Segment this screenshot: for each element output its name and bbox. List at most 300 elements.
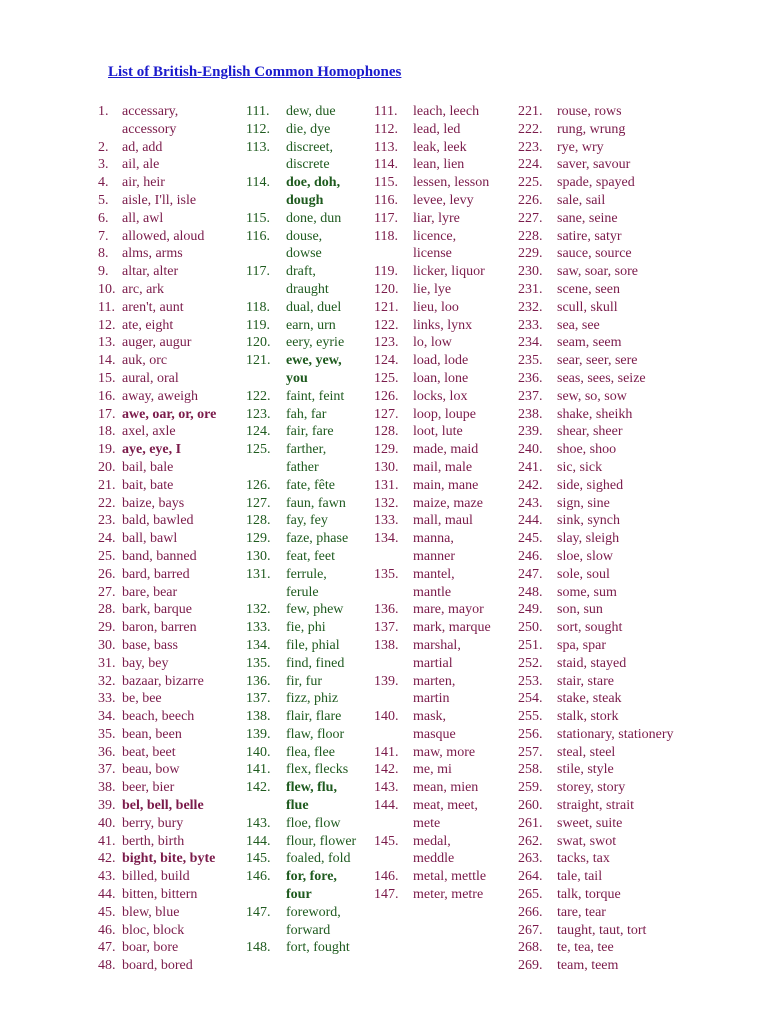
- entry-number: 253.: [518, 673, 543, 689]
- entry-number: 145.: [374, 833, 399, 849]
- homophone-entry: [518, 210, 703, 228]
- entry-number: 142.: [374, 762, 399, 778]
- entry-number: 15.: [98, 370, 116, 386]
- homophone-entry: [518, 334, 703, 352]
- entry-number: 10.: [98, 281, 116, 297]
- page-title: List of British-English Common Homophones: [108, 64, 402, 80]
- homophone-entry: [98, 370, 238, 388]
- entry-words: meat, meet, mete: [413, 798, 478, 831]
- entry-words: sane, seine: [557, 210, 618, 226]
- homophone-entry: [374, 121, 494, 139]
- homophone-entry: [518, 530, 703, 548]
- entry-words: bark, barque: [122, 602, 192, 618]
- entry-number: 126.: [374, 388, 399, 404]
- homophone-entry: [246, 850, 364, 868]
- homophone-entry: [246, 441, 364, 477]
- homophone-entry: [246, 673, 364, 691]
- entry-number: 7.: [98, 228, 109, 244]
- homophone-entry: [98, 192, 238, 210]
- entry-number: 250.: [518, 620, 543, 636]
- homophone-entry: [98, 868, 238, 886]
- entry-words: dew, due: [286, 104, 336, 119]
- entry-words: load, lode: [413, 353, 469, 369]
- entry-number: 254.: [518, 691, 543, 707]
- entry-words: boar, bore: [122, 940, 179, 956]
- entry-words: lean, lien: [413, 157, 465, 173]
- entry-number: 259.: [518, 780, 543, 796]
- homophones-column-3: [374, 103, 494, 904]
- homophone-entry: [246, 263, 364, 299]
- homophone-entry: [246, 619, 364, 637]
- homophone-entry: [246, 708, 364, 726]
- entry-number: 260.: [518, 798, 543, 814]
- entry-words: te, tea, tee: [557, 940, 614, 956]
- entry-words: fizz, phiz: [286, 691, 339, 707]
- entry-words: floe, flow: [286, 815, 341, 831]
- homophone-entry: [374, 156, 494, 174]
- entry-words: fate, fête: [286, 477, 335, 493]
- homophone-entry: [98, 441, 238, 459]
- entry-number: 14.: [98, 353, 116, 369]
- homophone-entry: [518, 281, 703, 299]
- entry-words: beat, beet: [122, 744, 176, 760]
- entry-number: 248.: [518, 584, 543, 600]
- entry-words: manna, manner: [413, 531, 455, 564]
- homophone-entry: [374, 459, 494, 477]
- entry-number: 227.: [518, 210, 543, 226]
- entry-words: lessen, lesson: [413, 175, 490, 191]
- entry-words: foaled, fold: [286, 851, 351, 867]
- entry-words: lieu, loo: [413, 299, 459, 315]
- entry-words: sink, synch: [557, 513, 620, 529]
- entry-words: loan, lone: [413, 370, 469, 386]
- homophone-entry: [518, 904, 703, 922]
- entry-words: scull, skull: [557, 299, 618, 315]
- entry-number: 116.: [246, 228, 270, 244]
- entry-words: aren't, aunt: [122, 299, 184, 315]
- homophone-entry: [518, 833, 703, 851]
- entry-words: stair, stare: [557, 673, 614, 689]
- homophone-entry: [98, 299, 238, 317]
- entry-number: 132.: [246, 602, 271, 618]
- homophone-entry: [98, 495, 238, 513]
- entry-words: faun, fawn: [286, 495, 346, 511]
- entry-number: 114.: [246, 175, 270, 191]
- homophone-entry: [246, 815, 364, 833]
- entry-number: 34.: [98, 709, 116, 725]
- entry-number: 48.: [98, 958, 116, 974]
- homophone-entry: [98, 388, 238, 406]
- entry-number: 229.: [518, 246, 543, 262]
- entry-number: 5.: [98, 192, 109, 208]
- entry-number: 237.: [518, 388, 543, 404]
- homophone-entry: [374, 263, 494, 281]
- homophone-entry: [246, 299, 364, 317]
- entry-number: 221.: [518, 104, 543, 119]
- entry-words: ate, eight: [122, 317, 174, 333]
- homophone-entry: [374, 317, 494, 335]
- entry-number: 223.: [518, 139, 543, 155]
- entry-words: arc, ark: [122, 281, 164, 297]
- homophone-entry: [98, 512, 238, 530]
- homophone-entry: [374, 210, 494, 228]
- entry-words: ail, ale: [122, 157, 160, 173]
- entry-number: 133.: [246, 620, 271, 636]
- entry-number: 124.: [374, 353, 399, 369]
- entry-number: 136.: [374, 602, 399, 618]
- entry-words: son, sun: [557, 602, 603, 618]
- homophone-entry: [98, 566, 238, 584]
- entry-number: 238.: [518, 406, 543, 422]
- entry-number: 131.: [374, 477, 399, 493]
- homophone-entry: [374, 495, 494, 513]
- entry-number: 123.: [246, 406, 271, 422]
- entry-words: saver, savour: [557, 157, 631, 173]
- entry-number: 26.: [98, 566, 116, 582]
- entry-words: be, bee: [122, 691, 162, 707]
- entry-words: stalk, stork: [557, 709, 619, 725]
- homophone-entry: [98, 281, 238, 299]
- homophone-entry: [374, 192, 494, 210]
- homophone-entry: [518, 868, 703, 886]
- entry-words: staid, stayed: [557, 655, 627, 671]
- entry-number: 267.: [518, 922, 543, 938]
- homophone-entry: [518, 655, 703, 673]
- entry-words: bard, barred: [122, 566, 190, 582]
- homophone-entry: [98, 245, 238, 263]
- homophone-entry: [246, 566, 364, 602]
- homophone-entry: [518, 495, 703, 513]
- entry-words: sea, see: [557, 317, 600, 333]
- entry-number: 134.: [246, 637, 271, 653]
- homophone-entry: [246, 228, 364, 264]
- homophone-entry: [246, 939, 364, 957]
- homophone-entry: [518, 388, 703, 406]
- homophone-entry: [518, 566, 703, 584]
- entry-words: tacks, tax: [557, 851, 610, 867]
- entry-number: 265.: [518, 887, 543, 903]
- entry-words: accessary, accessory: [122, 104, 179, 137]
- entry-number: 9.: [98, 264, 109, 280]
- entry-number: 41.: [98, 833, 116, 849]
- homophone-entry: [518, 477, 703, 495]
- entry-number: 138.: [246, 709, 271, 725]
- entry-words: beer, bier: [122, 780, 175, 796]
- homophone-entry: [246, 530, 364, 548]
- entry-words: bait, bate: [122, 477, 174, 493]
- homophone-entry: [246, 317, 364, 335]
- homophone-entry: [246, 352, 364, 388]
- entry-number: 134.: [374, 531, 399, 547]
- homophone-entry: [374, 174, 494, 192]
- entry-words: farther, father: [286, 442, 327, 475]
- entry-words: spade, spayed: [557, 175, 635, 191]
- homophone-entry: [374, 334, 494, 352]
- entry-number: 247.: [518, 566, 543, 582]
- entry-number: 137.: [246, 691, 271, 707]
- entry-number: 264.: [518, 869, 543, 885]
- entry-words: marshal, martial: [413, 637, 461, 671]
- entry-words: talk, torque: [557, 887, 621, 903]
- homophone-entry: [374, 886, 494, 904]
- entry-words: foreword, forward: [286, 904, 341, 938]
- entry-number: 35.: [98, 726, 116, 742]
- homophone-entry: [518, 744, 703, 762]
- entry-number: 1.: [98, 104, 109, 119]
- entry-words: fah, far: [286, 406, 327, 422]
- homophone-entry: [98, 939, 238, 957]
- entry-number: 44.: [98, 887, 116, 903]
- homophone-entry: [374, 299, 494, 317]
- entry-number: 112.: [374, 121, 398, 137]
- entry-number: 146.: [374, 869, 399, 885]
- entry-words: baron, barren: [122, 620, 197, 636]
- entry-words: shoe, shoo: [557, 442, 617, 458]
- entry-words: sloe, slow: [557, 548, 613, 564]
- entry-number: 145.: [246, 851, 271, 867]
- entry-words: taught, taut, tort: [557, 922, 647, 938]
- entry-words: axel, axle: [122, 424, 176, 440]
- homophones-column-2: [246, 103, 364, 957]
- entry-words: maize, maze: [413, 495, 483, 511]
- entry-words: band, banned: [122, 548, 197, 564]
- entry-words: shake, sheikh: [557, 406, 633, 422]
- entry-words: mare, mayor: [413, 602, 484, 618]
- homophone-entry: [98, 637, 238, 655]
- entry-number: 147.: [246, 904, 271, 920]
- entry-words: tale, tail: [557, 869, 603, 885]
- entry-words: base, bass: [122, 637, 178, 653]
- entry-number: 114.: [374, 157, 398, 173]
- entry-number: 119.: [374, 264, 398, 280]
- entry-number: 33.: [98, 691, 116, 707]
- entry-number: 118.: [374, 228, 398, 244]
- entry-words: ball, bawl: [122, 531, 178, 547]
- entry-words: flour, flower: [286, 833, 357, 849]
- homophone-entry: [246, 121, 364, 139]
- homophone-entry: [98, 601, 238, 619]
- homophone-entry: [98, 957, 238, 975]
- entry-number: 243.: [518, 495, 543, 511]
- entry-number: 121.: [246, 353, 271, 369]
- entry-number: 144.: [246, 833, 271, 849]
- entry-number: 142.: [246, 780, 271, 796]
- entry-words: team, teem: [557, 958, 619, 974]
- entry-words: fay, fey: [286, 513, 328, 529]
- entry-words: earn, urn: [286, 317, 336, 333]
- homophone-entry: [518, 423, 703, 441]
- entry-number: 141.: [246, 762, 271, 778]
- entry-words: die, dye: [286, 121, 331, 137]
- entry-number: 146.: [246, 869, 271, 885]
- homophone-entry: [98, 406, 238, 424]
- entry-words: stake, steak: [557, 691, 622, 707]
- homophone-entry: [246, 174, 364, 210]
- entry-words: spa, spar: [557, 637, 606, 653]
- entry-words: dual, duel: [286, 299, 342, 315]
- entry-words: ad, add: [122, 139, 163, 155]
- entry-number: 135.: [374, 566, 399, 582]
- entry-number: 13.: [98, 335, 116, 351]
- entry-number: 143.: [246, 815, 271, 831]
- entry-words: feat, feet: [286, 548, 335, 564]
- entry-number: 4.: [98, 175, 109, 191]
- entry-words: fie, phi: [286, 620, 326, 636]
- entry-number: 39.: [98, 798, 116, 814]
- homophone-entry: [374, 779, 494, 797]
- homophone-entry: [374, 477, 494, 495]
- homophone-entry: [374, 833, 494, 869]
- homophone-entry: [518, 406, 703, 424]
- homophone-entry: [374, 352, 494, 370]
- entry-words: mall, maul: [413, 513, 473, 529]
- entry-number: 46.: [98, 922, 116, 938]
- entry-words: beach, beech: [122, 709, 195, 725]
- entry-number: 125.: [374, 370, 399, 386]
- homophone-entry: [98, 744, 238, 762]
- entry-number: 40.: [98, 815, 116, 831]
- entry-number: 138.: [374, 637, 399, 653]
- entry-number: 119.: [246, 317, 270, 333]
- entry-number: 29.: [98, 620, 116, 636]
- entry-number: 25.: [98, 548, 116, 564]
- entry-words: doe, doh, dough: [286, 175, 341, 208]
- entry-words: sale, sail: [557, 192, 606, 208]
- entry-words: awe, oar, or, ore: [122, 406, 217, 422]
- entry-number: 128.: [374, 424, 399, 440]
- entry-number: 24.: [98, 531, 116, 547]
- homophone-entry: [518, 815, 703, 833]
- entry-number: 23.: [98, 513, 116, 529]
- entry-words: bazaar, bizarre: [122, 673, 204, 689]
- entry-words: sole, soul: [557, 566, 610, 582]
- entry-words: eery, eyrie: [286, 335, 345, 351]
- homophone-entry: [246, 601, 364, 619]
- homophone-entry: [518, 779, 703, 797]
- entry-words: rye, wry: [557, 139, 604, 155]
- entry-words: bay, bey: [122, 655, 169, 671]
- entry-number: 128.: [246, 513, 271, 529]
- homophone-entry: [98, 833, 238, 851]
- homophone-entry: [374, 761, 494, 779]
- entry-number: 257.: [518, 744, 543, 760]
- entry-number: 129.: [246, 531, 271, 547]
- entry-number: 234.: [518, 335, 543, 351]
- homophone-entry: [98, 459, 238, 477]
- entry-number: 126.: [246, 477, 271, 493]
- entry-number: 255.: [518, 709, 543, 725]
- entry-words: rouse, rows: [557, 104, 622, 119]
- homophone-entry: [518, 512, 703, 530]
- entry-words: faint, feint: [286, 388, 345, 404]
- homophone-entry: [374, 441, 494, 459]
- entry-number: 17.: [98, 406, 116, 422]
- entry-number: 127.: [374, 406, 399, 422]
- homophone-entry: [246, 690, 364, 708]
- entry-words: links, lynx: [413, 317, 473, 333]
- homophone-entry: [98, 708, 238, 726]
- entry-words: flew, flu, flue: [286, 780, 337, 814]
- entry-words: loot, lute: [413, 424, 463, 440]
- homophone-entry: [518, 922, 703, 940]
- entry-number: 139.: [246, 726, 271, 742]
- entry-number: 245.: [518, 531, 543, 547]
- homophone-entry: [98, 139, 238, 157]
- entry-words: bald, bawled: [122, 513, 194, 529]
- entry-words: sort, sought: [557, 620, 623, 636]
- homophone-entry: [518, 174, 703, 192]
- entry-words: tare, tear: [557, 904, 606, 920]
- entry-number: 47.: [98, 940, 116, 956]
- homophone-entry: [518, 459, 703, 477]
- homophone-entry: [98, 797, 238, 815]
- entry-words: main, mane: [413, 477, 479, 493]
- entry-number: 129.: [374, 442, 399, 458]
- entry-number: 27.: [98, 584, 116, 600]
- entry-number: 252.: [518, 655, 543, 671]
- entry-words: leach, leech: [413, 104, 480, 119]
- homophone-entry: [246, 726, 364, 744]
- entry-words: douse, dowse: [286, 228, 323, 262]
- homophone-entry: [98, 156, 238, 174]
- entry-words: licence, license: [413, 228, 457, 262]
- homophone-entry: [98, 103, 238, 139]
- homophone-entry: [246, 139, 364, 175]
- homophone-entry: [246, 423, 364, 441]
- homophone-entry: [518, 601, 703, 619]
- entry-number: 262.: [518, 833, 543, 849]
- entry-words: discreet, discrete: [286, 139, 334, 173]
- entry-words: bare, bear: [122, 584, 178, 600]
- entry-words: sign, sine: [557, 495, 610, 511]
- entry-words: blew, blue: [122, 904, 180, 920]
- entry-number: 31.: [98, 655, 116, 671]
- homophone-entry: [518, 139, 703, 157]
- entry-number: 242.: [518, 477, 543, 493]
- entry-number: 36.: [98, 744, 116, 760]
- entry-words: bel, bell, belle: [122, 798, 204, 814]
- entry-number: 42.: [98, 851, 116, 867]
- entry-words: sweet, suite: [557, 815, 623, 831]
- entry-number: 230.: [518, 264, 543, 280]
- homophone-entry: [374, 601, 494, 619]
- entry-number: 261.: [518, 815, 543, 831]
- homophone-entry: [98, 530, 238, 548]
- entry-words: aural, oral: [122, 370, 179, 386]
- entry-words: swat, swot: [557, 833, 617, 849]
- homophone-entry: [518, 103, 703, 121]
- entry-words: for, fore, four: [286, 869, 337, 903]
- entry-number: 266.: [518, 904, 543, 920]
- entry-words: maw, more: [413, 744, 476, 760]
- entry-number: 226.: [518, 192, 543, 208]
- homophone-entry: [518, 690, 703, 708]
- entry-number: 140.: [246, 744, 271, 760]
- homophone-entry: [374, 423, 494, 441]
- entry-words: sic, sick: [557, 459, 603, 475]
- entry-words: mask, masque: [413, 709, 456, 742]
- homophone-entry: [374, 512, 494, 530]
- entry-number: 21.: [98, 477, 116, 493]
- entry-number: 28.: [98, 602, 116, 618]
- entry-words: few, phew: [286, 602, 344, 618]
- entry-number: 131.: [246, 566, 271, 582]
- homophone-entry: [98, 655, 238, 673]
- entry-number: 263.: [518, 851, 543, 867]
- homophone-entry: [374, 797, 494, 833]
- entry-number: 37.: [98, 762, 116, 778]
- entry-number: 236.: [518, 370, 543, 386]
